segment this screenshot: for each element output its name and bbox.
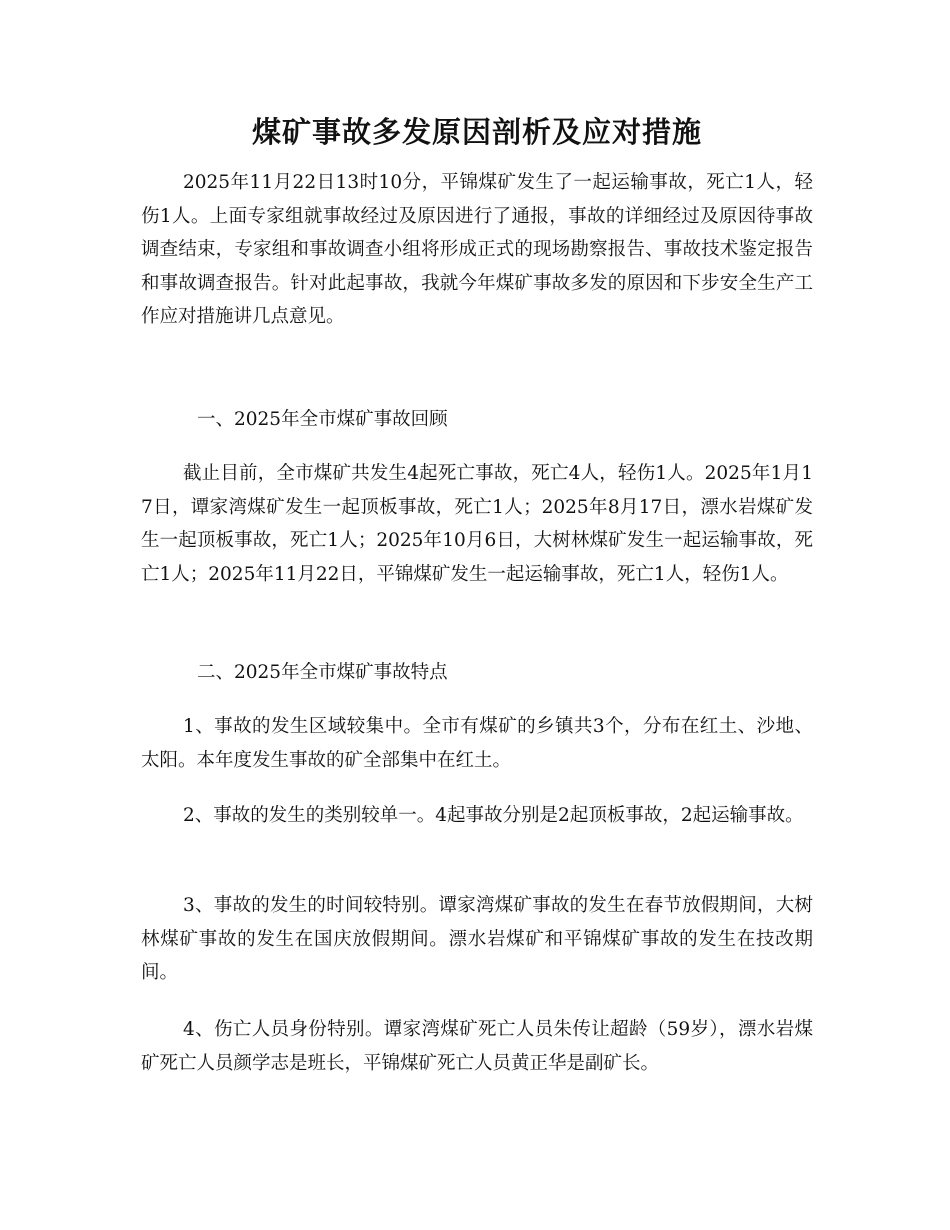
review-paragraph: 截止目前，全市煤矿共发生4起死亡事故，死亡4人，轻伤1人。2025年1月17日，谭家湾煤矿发生一起顶板事故，死亡1人；2025年8月17日，漂水岩煤矿发生一起顶板事故，死亡1人；2025年10月6日，大树林煤矿发生一起运输事故，死亡1人；2025年11月22日，平锦煤矿发生一起运输事故，死亡1人，轻伤1人。 [141, 463, 813, 585]
section-heading-features: 二、2025年全市煤矿事故特点 [197, 662, 448, 683]
feature-paragraph-1: 1、事故的发生区域较集中。全市有煤矿的乡镇共3个，分布在红土、沙地、太阳。本年度发生事故的矿全部集中在红土。 [141, 716, 813, 771]
document-page [141, 0, 813, 1230]
feature-paragraph-3: 3、事故的发生的时间较特别。谭家湾煤矿事故的发生在春节放假期间，大树林煤矿事故的发生在国庆放假期间。漂水岩煤矿和平锦煤矿事故的发生在技改期间。 [141, 895, 813, 983]
feature-paragraph-2: 2、事故的发生的类别较单一。4起事故分别是2起顶板事故，2起运输事故。 [183, 805, 804, 826]
document-title: 煤矿事故多发原因剖析及应对措施 [251, 115, 702, 149]
intro-paragraph: 2025年11月22日13时10分，平锦煤矿发生了一起运输事故，死亡1人，轻伤1人。上面专家组就事故经过及原因进行了通报，事故的详细经过及原因待事故调查结束，专家组和事故调查小组将形成正式的现场勘察报告、事故技术鉴定报告和事故调查报告。针对此起事故，我就今年煤矿事故多发的原因和下步安全生产工作应对措施讲几点意见。 [141, 172, 813, 327]
feature-paragraph-4: 4、伤亡人员身份特别。谭家湾煤矿死亡人员朱传让超龄（59岁），漂水岩煤矿死亡人员颜学志是班长，平锦煤矿死亡人员黄正华是副矿长。 [141, 1019, 813, 1074]
section-heading-review: 一、2025年全市煤矿事故回顾 [197, 409, 448, 430]
